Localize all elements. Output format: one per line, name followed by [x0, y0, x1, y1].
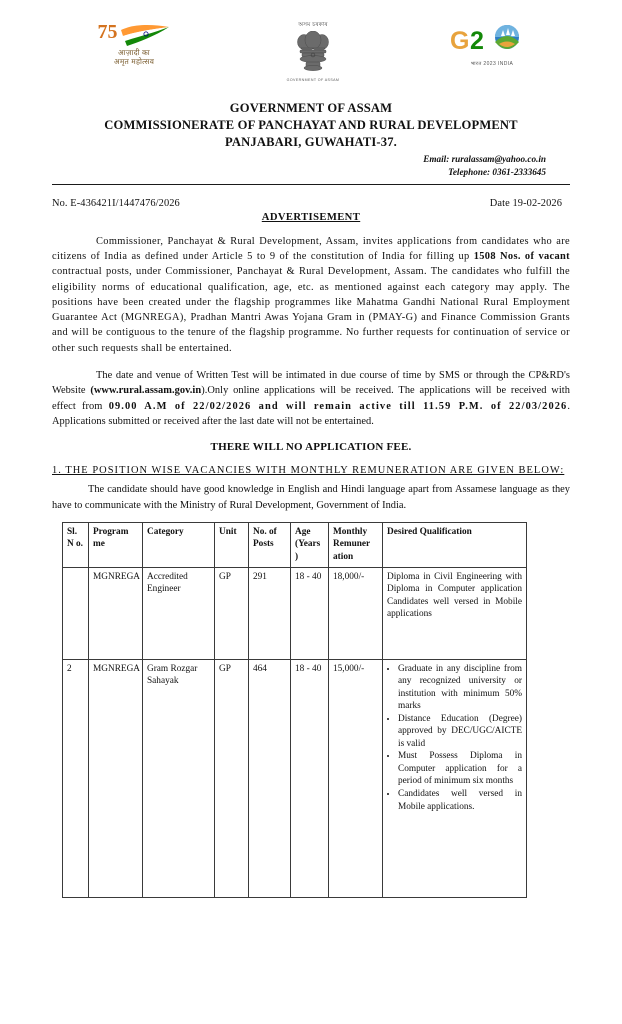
list-item: • Distance Education (Degree) approved by DEC/UGC/AICTE is valid	[398, 713, 522, 751]
column-header-remuneration: Monthly Remuner ation	[329, 522, 383, 567]
g20-logo-block	[432, 22, 552, 67]
g20-subtext: भारत 2023 INDIA	[470, 61, 514, 67]
p2-part-a: The date and venue of Written Test will be intimated in due course of time by SMS or through the CP&RD's Website	[52, 370, 570, 397]
paragraph-language-requirement: The candidate should have good knowledge in English and Hindi language apart from Assamese language as they have to communicate with the Ministry of Rural Development, Government of India.	[52, 484, 570, 511]
cell-age: 18 - 40	[291, 659, 329, 897]
emblem-caption: GOVERNMENT OF ASSAM	[286, 78, 340, 82]
cell-programme: MGNREGA	[89, 567, 143, 659]
cell-unit: GP	[215, 659, 249, 897]
cell-sl-no: 2	[63, 659, 89, 897]
column-header-age: Age (Years )	[291, 522, 329, 567]
title-commissionerate: COMMISSIONERATE OF PANCHAYAT AND RURAL DEVELOPMENT	[104, 118, 518, 132]
advertisement-heading: ADVERTISEMENT	[261, 211, 361, 223]
amrit-logo-line1: आज़ादी का	[118, 48, 150, 57]
cell-category: Gram Rozgar Sahayak	[143, 659, 215, 897]
cell-programme: MGNREGA	[89, 659, 143, 897]
logo-row	[52, 18, 570, 96]
section-heading-vacancies: 1. THE POSITION WISE VACANCIES WITH MONTHLY REMUNERATION ARE GIVEN BELOW:	[52, 465, 565, 477]
column-header-qualification: Desired Qualification	[383, 522, 527, 567]
column-header-posts: No. of Posts	[249, 522, 291, 567]
azadi-ka-amrit-mahotsav-logo	[74, 22, 194, 67]
title-address: PANJABARI, GUWAHATI-37.	[225, 135, 397, 149]
cell-category: Accredited Engineer	[143, 567, 215, 659]
column-header-unit: Unit	[215, 522, 249, 567]
cell-qualification: Diploma in Civil Engineering with Diploma in Computer application Candidates well versed in Mobile applications	[383, 567, 527, 659]
application-fee-notice: THERE WILL NO APPLICATION FEE.	[210, 441, 412, 454]
cell-posts: 464	[249, 659, 291, 897]
amrit-logo-line2: अमृत महोत्सव	[113, 57, 155, 67]
p1-vacancy-count: 1508 Nos. of vacant	[473, 250, 570, 262]
vacancy-table	[62, 522, 527, 898]
cell-age: 18 - 40	[291, 567, 329, 659]
svg-text:G: G	[450, 27, 470, 55]
paragraph-written-test-dates	[52, 368, 570, 429]
header-divider	[52, 184, 570, 185]
cell-sl-no	[63, 567, 89, 659]
table-row	[63, 659, 527, 897]
reference-date: Date 19-02-2026	[489, 197, 562, 209]
cell-posts: 291	[249, 567, 291, 659]
national-emblem-ashoka-pillar-icon	[292, 31, 334, 77]
contact-block	[52, 153, 570, 180]
document-title-block	[52, 100, 570, 151]
svg-text:2: 2	[470, 27, 484, 55]
p1-part-b: contractual posts, under Commissioner, Panchayat & Rural Development, Assam. The candidates who fulfill the eligibility norms of educational qualification, age, etc. as mentioned against each category may apply. The positions have been created under the flagship programmes like Mahatma Gandhi National Rural Employment Guarantee Act (MGNREGA), Pradhan Mantri Awas Yojana Gram in (PMAY-G) and Finance Commission Grants and will be contiguous to the tenure of the flagship programme. No further requests for continuation of service or other such requests shall be entertained.	[52, 266, 570, 354]
amrit-75-numeral: 75	[97, 21, 118, 43]
list-item: • Graduate in any discipline from any recognized university or institution with minimum 50% marks	[398, 663, 522, 713]
cell-remuneration: 15,000/-	[329, 659, 383, 897]
column-header-sl-no: Sl. N o.	[63, 522, 89, 567]
reference-row	[52, 198, 570, 209]
list-item: • Candidates well versed in Mobile applications.	[398, 788, 522, 813]
national-emblem-block	[253, 22, 373, 82]
email-line: Email: ruralassam@yahoo.co.in	[423, 154, 546, 164]
paragraph-invitation	[52, 234, 570, 356]
list-item: • Must Possess Diploma in Computer application for a period of minimum six months	[398, 750, 522, 788]
column-header-programme: Program me	[89, 522, 143, 567]
cell-unit: GP	[215, 567, 249, 659]
cell-remuneration: 18,000/-	[329, 567, 383, 659]
p1-part-a: Commissioner, Panchayat & Rural Development, Assam, invites applications from candidates who are citizens of India as defined under Article 5 to 9 of the constitution of India for filling up	[52, 235, 570, 262]
cprd-website-link[interactable]: (www.rural.assam.gov.in	[90, 385, 202, 397]
table-row	[63, 567, 527, 659]
tricolour-flag-icon	[119, 22, 171, 48]
column-header-category: Category	[143, 522, 215, 567]
cell-qualification	[383, 659, 527, 897]
qualification-bullet-list	[387, 663, 522, 814]
reference-number: No. E-436421I/1447476/2026	[52, 197, 180, 209]
emblem-assamese-text: অসম চৰকাৰ	[298, 22, 328, 28]
title-government-of-assam: GOVERNMENT OF ASSAM	[229, 101, 393, 115]
p2-part-b: ).Only online applications will be received. The applications will be received with effect from	[52, 385, 570, 412]
g20-india-logo-icon	[449, 22, 535, 60]
p2-part-c: . Applications submitted or received after the last date will not be entertained.	[52, 400, 570, 427]
application-window-dates: 09.00 A.M of 22/02/2026 and will remain active till 11.59 P.M. of 22/03/2026	[108, 400, 568, 412]
table-header-row	[63, 522, 527, 567]
telephone-line: Telephone: 0361-2333645	[448, 167, 546, 178]
